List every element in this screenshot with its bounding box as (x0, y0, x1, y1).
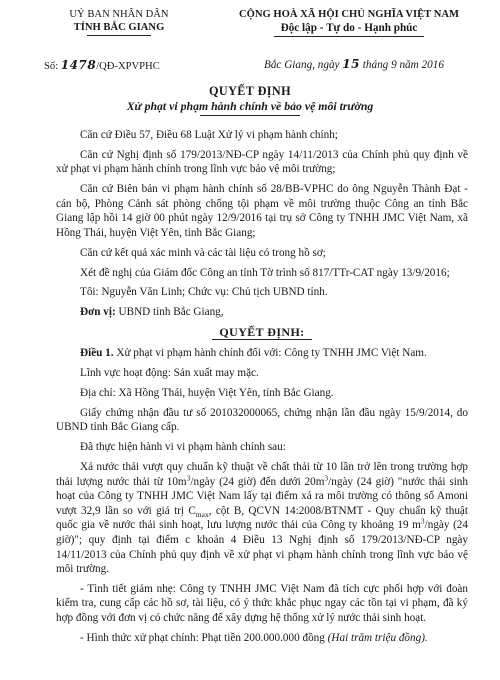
signer-value: Nguyễn Văn Linh; Chức vụ: Chủ tịch UBND tỉnh. (101, 286, 328, 299)
preamble-item: Căn cứ Điều 57, Điều 68 Luật Xử lý vi phạm hành chính; (80, 129, 338, 141)
decision-heading: QUYẾT ĐỊNH: (219, 324, 305, 339)
mitigating-circumstances (56, 582, 468, 626)
unit-value: UBND tỉnh Bắc Giang, (118, 306, 224, 319)
document-title: QUYẾT ĐỊNH (209, 84, 291, 98)
detail-item: Giấy chứng nhận đầu tư số 201032000065, chứng nhận lần đầu ngày 15/9/2014, do UBND tỉnh Bắc Giang cấp. (56, 406, 468, 434)
signer-label: Tôi: (80, 286, 99, 299)
penalty-label: - Hình thức xử phạt chính: (80, 631, 199, 644)
document-number (44, 58, 160, 72)
handwritten-day: 15 (342, 57, 360, 71)
motto-text: Độc lập - Tự do - Hạnh phúc (280, 22, 418, 34)
title-underline (200, 115, 300, 116)
penalty-amount: Phạt tiền 200.000.000 đồng (198, 631, 328, 644)
motto-underline (274, 36, 424, 37)
date-month-year: tháng 9 năm 2016 (362, 59, 444, 71)
violation-description (56, 460, 468, 577)
article-1 (56, 346, 468, 361)
mitigation-text: Công ty TNHH JMC Việt Nam đã tích cực phối hợp với đoàn kiểm tra, cung cấp các hồ sơ, tài liệu, có ý thức khắc phục ngay các tồn tại vi phạm, đã ký hợp đồng với đơn vị có chức năng để xây dựng hệ thống xử lý nước thải sinh hoạt. (56, 582, 468, 625)
unit-line (56, 305, 468, 320)
document-body (56, 128, 468, 651)
mitigation-label: - Tình tiết giảm nhẹ: (80, 582, 176, 595)
violation-text: , cột B, QCVN 14:2008/BTNMT - Quy chuẩn kỹ thuật quốc gia về nước thải sinh hoạt, lưu lượng nước thải của Công ty khoảng 19 m (56, 504, 468, 532)
superscript: 3 (420, 516, 425, 526)
article-1-text: Xử phạt vi phạm hành chính đối với: Công ty TNHH JMC Việt Nam. (116, 347, 427, 360)
number-suffix: /QĐ-XPVPHC (96, 61, 160, 72)
article-1-label: Điều 1. (80, 347, 114, 360)
preamble-item: Căn cứ kết quả xác minh và các tài liệu có trong hồ sơ; (80, 246, 326, 259)
decision-heading-underline (212, 339, 312, 340)
date-prefix: Bắc Giang, ngày (264, 59, 340, 71)
superscript: 3 (186, 472, 191, 482)
authority-underline (87, 35, 151, 36)
preamble-item: Căn cứ Nghị định số 179/2013/NĐ-CP ngày 14/11/2013 của Chính phủ quy định về xử phạt vi phạm hành chính trong lĩnh vực bảo vệ môi trường; (56, 148, 468, 176)
violation-text: /ngày (24 giờ) đến dưới 20m (190, 475, 325, 488)
unit-label: Đơn vị: (80, 306, 116, 319)
document-subtitle: Xử phạt vi phạm hành chính về bảo vệ môi trường (126, 99, 374, 113)
nation-name: CỘNG HOÀ XÃ HỘI CHỦ NGHĨA VIỆT NAM (238, 9, 460, 20)
number-prefix: Số: (44, 61, 59, 72)
authority-line-1: UỶ BAN NHÂN DÂN (69, 9, 169, 20)
preamble-item: Xét đề nghị của Giám đốc Công an tỉnh Tờ trình số 817/TTr-CAT ngày 13/9/2016; (80, 266, 450, 279)
penalty-in-words: (Hai trăm triệu đồng). (327, 631, 428, 644)
superscript: 3 (324, 472, 329, 482)
detail-item: Lĩnh vực hoạt động: Sản xuất may mặc. (80, 367, 259, 380)
place-and-date (264, 57, 444, 71)
national-motto (204, 8, 494, 37)
detail-item: Địa chỉ: Xã Hồng Thái, huyện Việt Yên, tỉnh Bắc Giang. (80, 387, 334, 399)
penalty-line (56, 631, 468, 646)
issuing-authority (44, 8, 194, 36)
preamble-item: Căn cứ Biên bản vi phạm hành chính số 28/BB-VPHC do ông Nguyễn Thành Đạt - cán bộ, Phòng Cảnh sát phòng chống tội phạm về môi trường thuộc Công an tỉnh Bắc Giang lập hồi 14 giờ 00 phút ngày 12/9/2016 tại trụ sở Công ty TNHH JMC Việt Nam, xã Hồng Thái, huyện Việt Yên, tỉnh Bắc Giang; (56, 183, 468, 239)
violation-text: Xả nước thải vượt quy chuẩn kỹ thuật về chất thải từ 10 lần trở lên trong trường hợp thải lượng nước thải từ 10m (56, 460, 468, 488)
authority-line-2: TỈNH BẮC GIANG (73, 22, 165, 33)
handwritten-number: 1478 (60, 58, 97, 72)
violation-text: /ngày (24 giờ)"; quy định tại điểm c khoản 4 Điều 13 Nghị định số 179/2013/NĐ-CP ngày 14/11/2013 của Chính phủ quy định về xử phạt vi phạm hành chính trong lĩnh vực bảo vệ môi trường. (56, 519, 468, 576)
violation-text: /ngày (24 giờ) "nước thải sinh hoạt của Công ty TNHH JMC Việt Nam lấy tại điểm xả ra môi trường có thông số Amoni vượt 32,9 lần so với giá trị C (56, 475, 468, 517)
signer-line (56, 285, 468, 300)
subscript: max (195, 509, 209, 519)
detail-item: Đã thực hiện hành vi vi phạm hành chính sau: (80, 441, 286, 454)
